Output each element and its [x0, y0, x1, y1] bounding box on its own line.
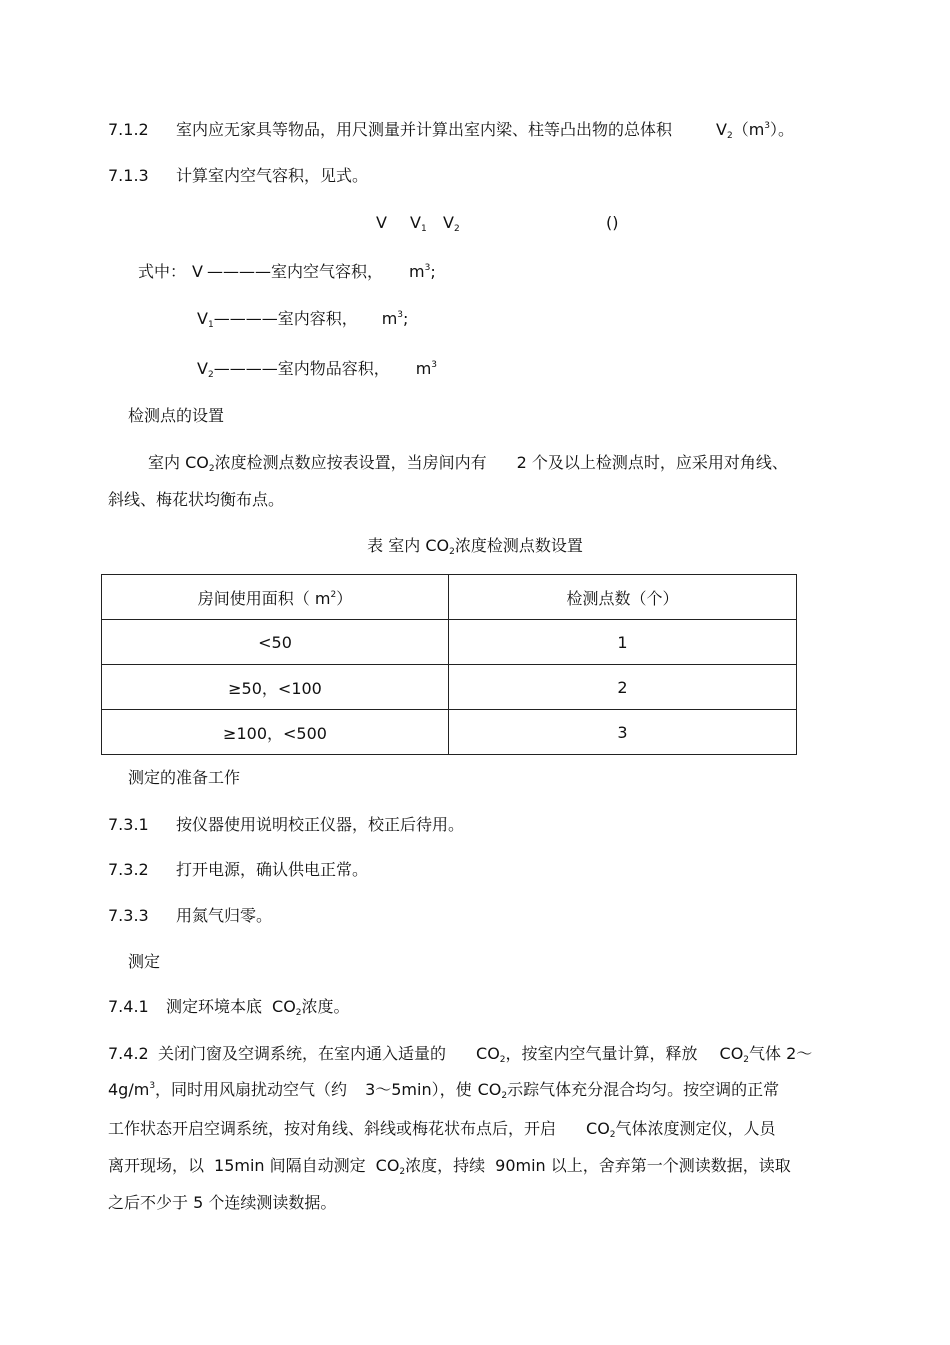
clause-7-4-1: 7.4.1 测定环境本底 $CO_2$浓度。 — [108, 997, 350, 1018]
table-caption: 表 室内 $CO_2$浓度检测点数设置 — [367, 536, 583, 557]
cell-points: 3 — [449, 710, 797, 755]
clause-number: 7.1.3 — [108, 166, 149, 185]
clause-7-1-3 — [108, 166, 368, 186]
where-line-v1: $V_1————$室内容积， $m^3$; — [197, 309, 409, 330]
cell-area: ≥50，<100 — [102, 665, 449, 710]
symbol-v2: $V_2$ — [716, 120, 733, 141]
clause-text: 计算室内空气容积，见式。 — [176, 166, 369, 185]
table-row — [102, 620, 797, 665]
section-heading-measurement: 测定 — [128, 952, 161, 971]
table-header-row — [102, 575, 797, 620]
clause-7-4-2-line2: $4g/m^3$，同时用风扇扰动空气（约 3～5min），使 $CO_2$示踪气体充分混合均匀。按空调的正常 — [108, 1080, 780, 1101]
clause-7-3-3 — [108, 906, 272, 926]
clause-number: 7.3.1 — [108, 815, 149, 834]
clause-7-4-2-line1: 7.4.2 关闭门窗及空调系统，在室内通入适量的 $CO_2$，按室内空气量计算，释放 $CO_2$气体 2～ — [108, 1044, 813, 1065]
paragraph-detection-points-line1: 室内 $CO_2$浓度检测点数应按表设置，当房间内有 2 个及以上检测点时，应采用对角线、 — [148, 453, 788, 474]
clause-7-4-2-line5: 之后不少于 5 个连续测读数据。 — [108, 1193, 337, 1212]
clause-7-4-2-line4: 离开现场，以 15min 间隔自动测定 $CO_2$浓度，持续 90min 以上，舍弃第一个测读数据，读取 — [108, 1156, 791, 1177]
formula-v1: $V_1$ — [410, 213, 427, 234]
clause-7-3-1 — [108, 815, 464, 835]
clause-7-1-2: 7.1.2 室内应无家具等物品，用尺测量并计算出室内梁、柱等凸出物的总体积 $V_2(m^3)$。 — [108, 120, 795, 141]
paragraph-detection-points-line2: 斜线、梅花状均衡布点。 — [108, 490, 285, 509]
section-heading-preparation: 测定的准备工作 — [128, 768, 241, 787]
clause-text: 按仪器使用说明校正仪器，校正后待用。 — [176, 815, 465, 834]
where-line-v: 式中： V ————室内空气容积， $m^3$; — [138, 262, 436, 281]
where-label: 式中： — [138, 262, 187, 281]
clause-7-3-2 — [108, 860, 368, 880]
cell-area: <50 — [102, 620, 449, 665]
where-line-v2: $V_2————$室内物品容积， $m^3$ — [197, 359, 438, 380]
volume-formula — [0, 213, 950, 235]
table-row — [102, 710, 797, 755]
clause-number: 7.4.1 — [108, 997, 149, 1016]
table-row — [102, 665, 797, 710]
header-points: 检测点数（个） — [449, 575, 797, 620]
clause-number: 7.3.3 — [108, 906, 149, 925]
formula-number: () — [606, 213, 619, 232]
clause-number: 7.1.2 — [108, 120, 149, 139]
header-area: 房间使用面积（ $m^2$） — [102, 575, 449, 620]
clause-number: 7.4.2 — [108, 1044, 149, 1063]
cell-points: 1 — [449, 620, 797, 665]
clause-number: 7.3.2 — [108, 860, 149, 879]
clause-text: 打开电源，确认供电正常。 — [176, 860, 369, 879]
section-heading-detection-points: 检测点的设置 — [128, 406, 225, 425]
clause-7-4-2-line3: 工作状态开启空调系统，按对角线、斜线或梅花状布点后，开启 $CO_2$气体浓度测定仪，人员 — [108, 1119, 776, 1140]
clause-text: 室内应无家具等物品，用尺测量并计算出室内梁、柱等凸出物的总体积 — [176, 120, 673, 139]
formula-v: V — [376, 213, 387, 232]
cell-area: ≥100，<500 — [102, 710, 449, 755]
clause-text: 用氮气归零。 — [176, 906, 273, 925]
detection-points-table — [101, 574, 797, 755]
cell-points: 2 — [449, 665, 797, 710]
formula-v2: $V_2$ — [443, 213, 460, 234]
